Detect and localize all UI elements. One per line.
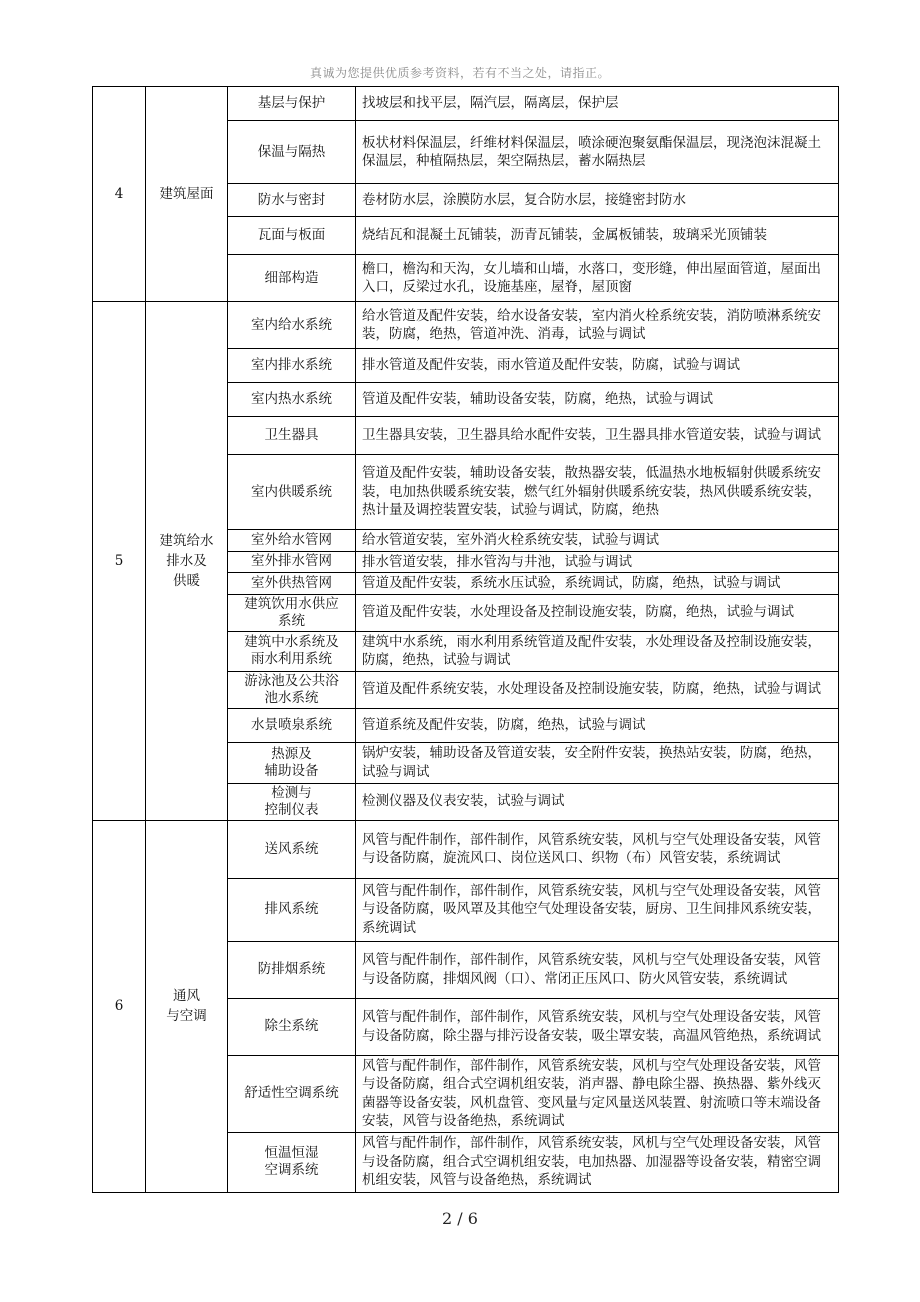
work-items: 卫生器具安装，卫生器具给水配件安装，卫生器具排水管道安装，试验与调试: [356, 417, 839, 455]
subdivision-name: 排风系统: [228, 878, 356, 941]
subdivision-name: 水景喷泉系统: [228, 708, 356, 742]
division-number: 6: [93, 820, 146, 1192]
subdivision-name: 室外供热管网: [228, 573, 356, 595]
division-number: 5: [93, 302, 146, 821]
work-items: 锅炉安装，辅助设备及管道安装，安全附件安装，换热站安装，防腐，绝热，试验与调试: [356, 742, 839, 783]
subdivision-name: 防水与密封: [228, 184, 356, 217]
work-items: 檐口，檐沟和天沟，女儿墙和山墙，水落口，变形缝，伸出屋面管道，屋面出入口，反梁过水孔，设施基座，屋脊，屋顶窗: [356, 255, 839, 302]
subdivision-name: 检测与 控制仪表: [228, 783, 356, 820]
work-items: 管道及配件安装，系统水压试验，系统调试，防腐，绝热，试验与调试: [356, 573, 839, 595]
subdivision-name: 保温与隔热: [228, 121, 356, 184]
subdivision-name: 细部构造: [228, 255, 356, 302]
work-items: 找坡层和找平层，隔汽层，隔离层，保护层: [356, 87, 839, 121]
work-items: 风管与配件制作，部件制作，风管系统安装，风机与空气处理设备安装，风管与设备防腐，除尘器与排污设备安装，吸尘罩安装，高温风管绝热，系统调试: [356, 998, 839, 1055]
work-items: 风管与配件制作，部件制作，风管系统安装，风机与空气处理设备安装，风管与设备防腐，排烟风阀（口）、常闭正压风口、防火风管安装，系统调试: [356, 941, 839, 998]
work-items: 管道及配件安装，辅助设备安装，散热器安装，低温热水地板辐射供暖系统安装，电加热供暖系统安装，燃气红外辐射供暖系统安装，热风供暖系统安装，热计量及调控装置安装，试验与调试，防腐，绝热: [356, 455, 839, 530]
subdivision-name: 室外给水管网: [228, 530, 356, 552]
division-name: 建筑给水 排水及 供暖: [146, 302, 228, 821]
work-items: 排水管道安装，排水管沟与井池，试验与调试: [356, 551, 839, 573]
work-items: 给水管道安装，室外消火栓系统安装，试验与调试: [356, 530, 839, 552]
division-name: 通风 与空调: [146, 820, 228, 1192]
work-items: 建筑中水系统，雨水利用系统管道及配件安装，水处理设备及控制设施安装，防腐，绝热，试验与调试: [356, 631, 839, 671]
work-items: 风管与配件制作，部件制作，风管系统安装，风机与空气处理设备安装，风管与设备防腐，吸风罩及其他空气处理设备安装，厨房、卫生间排风系统安装，系统调试: [356, 878, 839, 941]
work-items: 管道及配件安装，辅助设备安装，防腐，绝热，试验与调试: [356, 383, 839, 417]
work-items: 风管与配件制作，部件制作，风管系统安装，风机与空气处理设备安装，风管与设备防腐，组合式空调机组安装，消声器、静电除尘器、换热器、紫外线灭菌器等设备安装，风机盘管、变风量与定风量送风装置、射流喷口等末端设备安装，风管与设备绝热，系统调试: [356, 1055, 839, 1132]
page-number: 2 / 6: [442, 1209, 478, 1228]
division-number: 4: [93, 87, 146, 302]
subdivision-name: 舒适性空调系统: [228, 1055, 356, 1132]
work-items: 给水管道及配件安装，给水设备安装，室内消火栓系统安装，消防喷淋系统安装，防腐，绝热，管道冲洗、消毒，试验与调试: [356, 302, 839, 349]
subdivision-name: 游泳池及公共浴 池水系统: [228, 671, 356, 708]
subdivision-name: 送风系统: [228, 820, 356, 878]
work-items: 风管与配件制作，部件制作，风管系统安装，风机与空气处理设备安装，风管与设备防腐，旋流风口、岗位送风口、织物（布）风管安装，系统调试: [356, 820, 839, 878]
subdivision-name: 卫生器具: [228, 417, 356, 455]
subdivision-name: 恒温恒湿 空调系统: [228, 1132, 356, 1192]
work-items: 管道及配件系统安装，水处理设备及控制设施安装，防腐，绝热，试验与调试: [356, 671, 839, 708]
division-name: 建筑屋面: [146, 87, 228, 302]
subdivision-name: 室内热水系统: [228, 383, 356, 417]
work-items: 卷材防水层，涂膜防水层，复合防水层，接缝密封防水: [356, 184, 839, 217]
subdivision-name: 建筑饮用水供应 系统: [228, 594, 356, 631]
table-row: [93, 820, 839, 878]
work-items: 板状材料保温层，纤维材料保温层，喷涂硬泡聚氨酯保温层，现浇泡沫混凝土保温层，种植隔热层，架空隔热层，蓄水隔热层: [356, 121, 839, 184]
subdivision-name: 室外排水管网: [228, 551, 356, 573]
subdivision-name: 室内排水系统: [228, 349, 356, 383]
work-items: 风管与配件制作，部件制作，风管系统安装，风机与空气处理设备安装，风管与设备防腐，组合式空调机组安装，电加热器、加湿器等设备安装，精密空调机组安装，风管与设备绝热，系统调试: [356, 1132, 839, 1192]
header-note: 真诚为您提供优质参考资料，若有不当之处，请指正。: [309, 66, 610, 80]
work-items: 检测仪器及仪表安装，试验与调试: [356, 783, 839, 820]
subdivision-name: 热源及 辅助设备: [228, 742, 356, 783]
work-items: 管道系统及配件安装，防腐，绝热，试验与调试: [356, 708, 839, 742]
division-table: [92, 86, 839, 1193]
work-items: 管道及配件安装，水处理设备及控制设施安装，防腐，绝热，试验与调试: [356, 594, 839, 631]
subdivision-name: 建筑中水系统及 雨水利用系统: [228, 631, 356, 671]
subdivision-name: 防排烟系统: [228, 941, 356, 998]
subdivision-name: 室内供暖系统: [228, 455, 356, 530]
subdivision-name: 室内给水系统: [228, 302, 356, 349]
table-row: [93, 302, 839, 349]
table-row: [93, 87, 839, 121]
subdivision-name: 瓦面与板面: [228, 217, 356, 255]
table-wrap: [92, 86, 838, 1193]
work-items: 排水管道及配件安装，雨水管道及配件安装，防腐，试验与调试: [356, 349, 839, 383]
subdivision-name: 除尘系统: [228, 998, 356, 1055]
table-body: [93, 87, 839, 1193]
work-items: 烧结瓦和混凝土瓦铺装，沥青瓦铺装，金属板铺装，玻璃采光顶铺装: [356, 217, 839, 255]
subdivision-name: 基层与保护: [228, 87, 356, 121]
